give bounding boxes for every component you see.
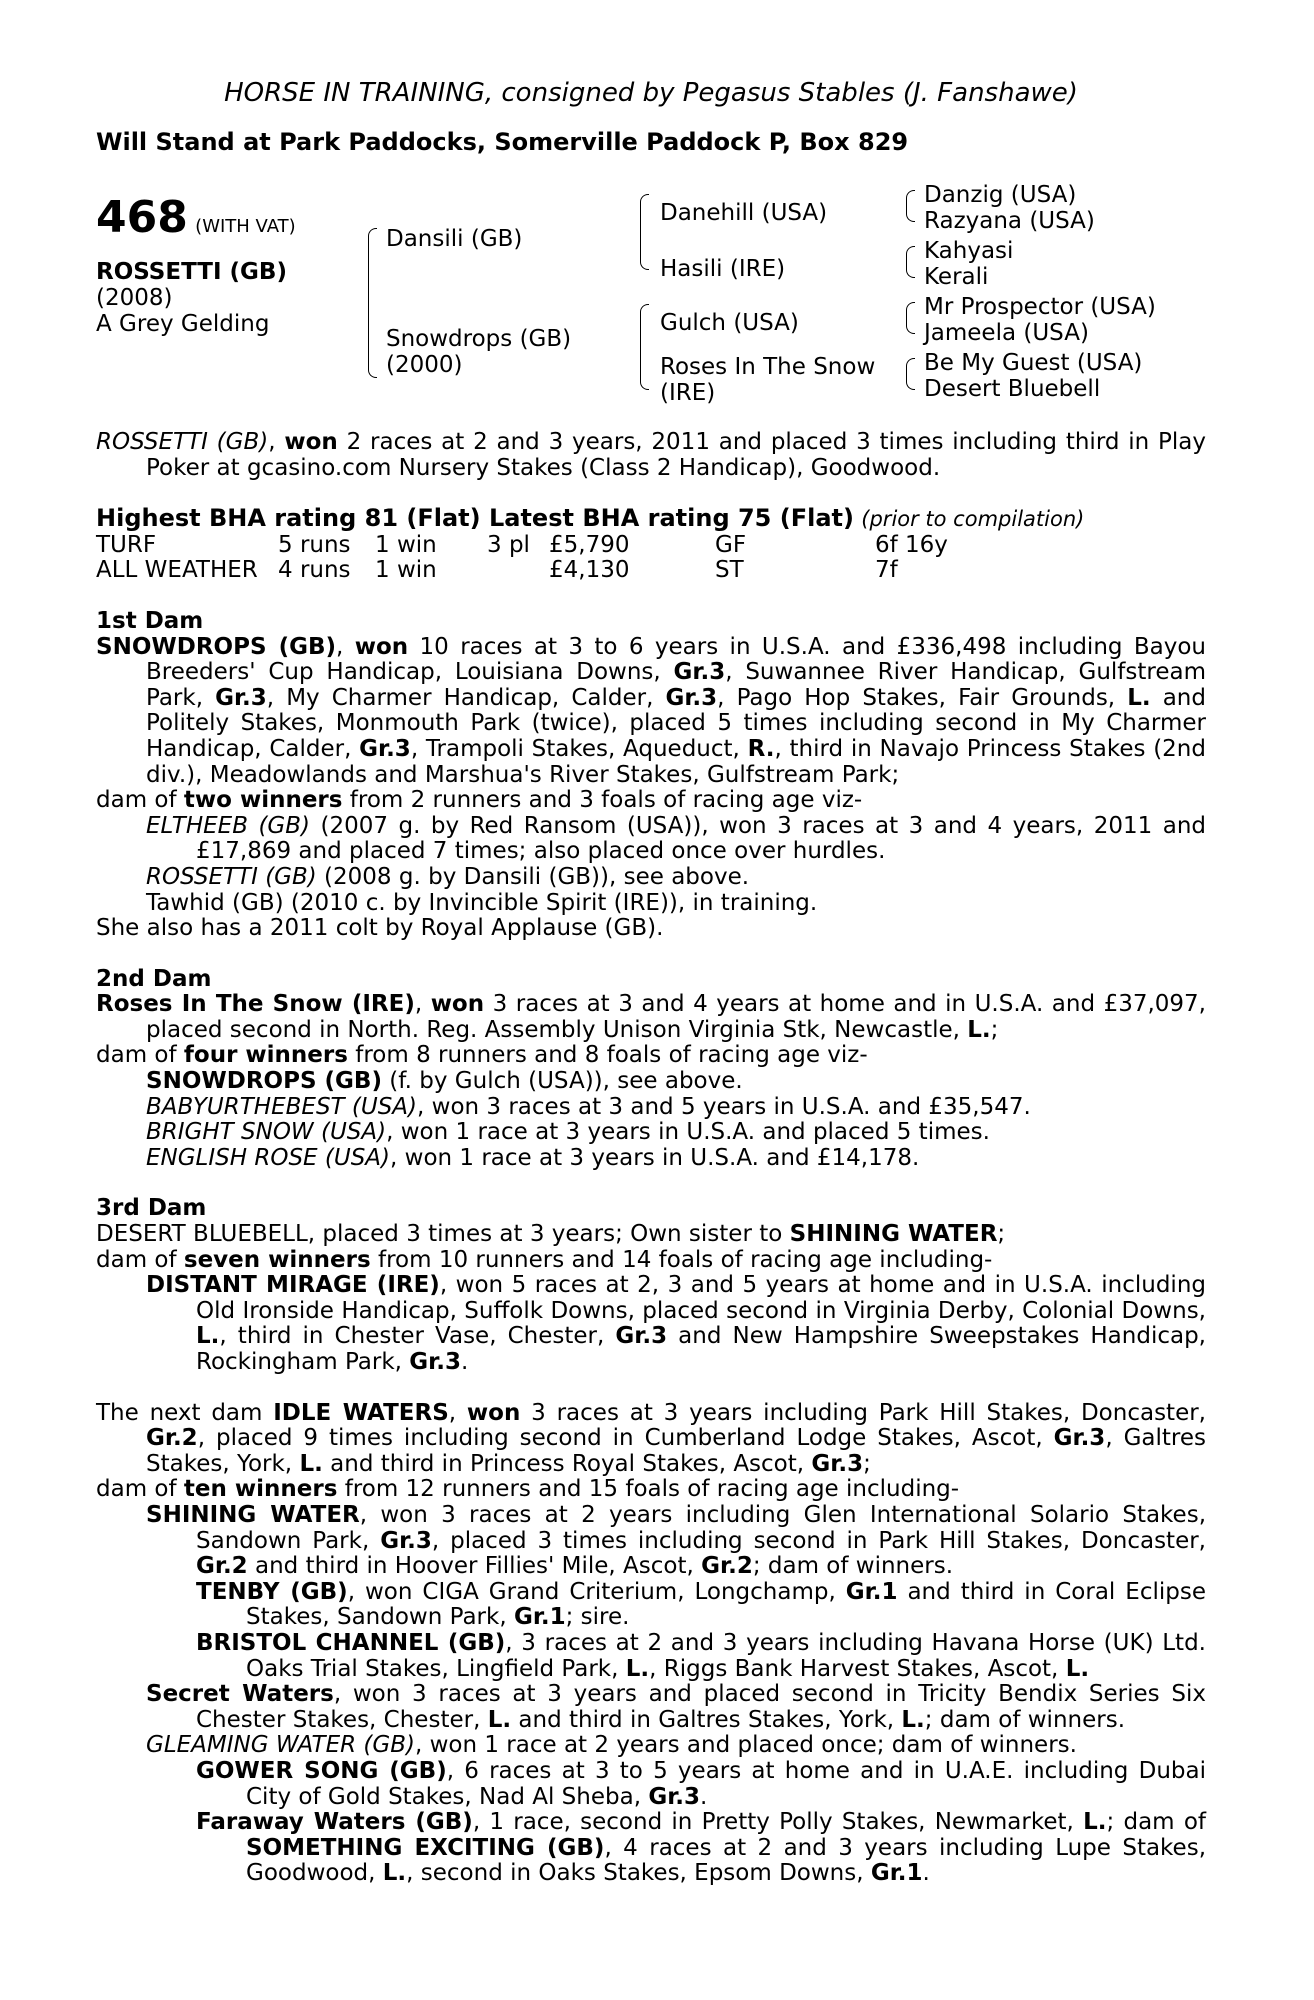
lot-number: 468 [96,192,188,243]
dam2-heading: 2nd Dam [96,965,212,992]
horse-year: (2008) [96,285,173,311]
ped-sire-dam: Hasili (IRE) [660,256,786,282]
pedigree-block [96,182,1206,412]
dam3-record: DESERT BLUEBELL, placed 3 times at 3 years; Own sister to SHINING WATER; [96,1221,1006,1248]
ped-ggp-5: Mr Prospector (USA) [924,294,1156,320]
dam1-produce-3: Tawhid (GB) (2010 c. by Invincible Spirit (IRE)), in training. [146,889,818,916]
nextdam-produce-faraway-waters: Faraway Waters (GB), 1 race, second in Pretty Polly Stakes, Newmarket, L.; dam of SOMETHING EXCITING (GB), 4 races at 2 and 3 years including Lupe Stakes, Goodwood, L., second in Oaks Stakes, Epsom Downs, Gr.1. [196,1809,1207,1887]
ped-ggp-7: Be My Guest (USA) [924,350,1143,376]
ped-ggp-6: Jameela (USA) [924,320,1089,346]
dam2-record: Roses In The Snow (IRE), won 3 races at 3 and 4 years at home and in U.S.A. and £37,097, placed second in North. Reg. Assembly Unison Virginia Stk, Newcastle, L.; [96,991,1206,1043]
nextdam-produce-secret-waters: Secret Waters, won 3 races at 3 years and placed second in Tricity Bendix Series Six Chester Stakes, Chester, L. and third in Galtres Stakes, York, L.; dam of winners. [146,1681,1206,1733]
brace-sire-dam [368,228,377,378]
ped-ggp-2: Razyana (USA) [924,208,1095,234]
ped-dam-sire: Gulch (USA) [660,310,799,336]
ped-sire: Dansili (GB) [386,226,523,252]
brace-ggp-1 [906,190,915,222]
vat-label: (WITH VAT) [195,216,296,237]
ped-dam-dam-country: (IRE) [660,380,716,406]
table-row: ALL WEATHER 4 runs 1 win £4,130 ST 7f [96,557,898,584]
dam1-heading: 1st Dam [96,607,204,634]
dam1-produce-2: ROSSETTI (GB) (2008 g. by Dansili (GB)), see above. [146,863,750,890]
brace-ggp-4 [906,358,915,390]
dam1-produce-1: ELTHEEB (GB) (2007 g. by Red Ransom (USA)), won 3 races at 3 and 4 years, 2011 and £17,869 and placed 7 times; also placed once over hurdles. [146,812,1206,865]
nextdam-produce-shining-water: SHINING WATER, won 3 races at 2 years including Glen International Solario Stakes, Sandown Park, Gr.3, placed 3 times including second in Park Hill Stakes, Doncaster, Gr.2 and third in Hoover Fillies' Mile, Ascot, Gr.2; dam of winners. [146,1501,1206,1580]
ped-dam-dam: Roses In The Snow [660,354,876,380]
dam3-produce-intro: dam of seven winners from 10 runners and 14 foals of racing age including- [96,1246,993,1273]
lot-number-line [96,192,296,243]
ped-sire-sire: Danehill (USA) [660,200,828,226]
nextdam-record: The next dam IDLE WATERS, won 3 races at 3 years including Park Hill Stakes, Doncaster, Gr.2, placed 9 times including second in Cumberland Lodge Stakes, Ascot, Gr.3, Galtres Stakes, York, L. and third in Princess Royal Stakes, Ascot, Gr.3; [96,1399,1207,1477]
ratings-table [96,533,948,584]
catalogue-page [96,78,1206,1887]
brace-dam-parents [640,304,649,390]
ped-dam-year: (2000) [386,352,463,378]
nextdam-produce-tenby: TENBY (GB), won CIGA Grand Criterium, Longchamp, Gr.1 and third in Coral Eclipse Stakes, Sandown Park, Gr.1; sire. [196,1578,1206,1631]
dam1-also: She also has a 2011 colt by Royal Applause (GB). [96,915,664,942]
brace-ggp-2 [906,246,915,278]
nextdam-produce-intro: dam of ten winners from 12 runners and 15 foals of racing age including- [96,1476,960,1503]
dam2-produce-intro: dam of four winners from 8 runners and 8 foals of racing age viz- [96,1042,868,1069]
brace-ggp-3 [906,302,915,334]
brace-sire-parents [640,194,649,270]
location-line: Will Stand at Park Paddocks, Somerville Paddock P, Box 829 [96,128,909,156]
race-summary: ROSSETTI (GB), won 2 races at 2 and 3 years, 2011 and placed 3 times including third in Play Poker at gcasino.com Nursery Stakes (Class 2 Handicap), Goodwood. [96,429,1207,481]
dam2-produce-1: SNOWDROPS (GB) (f. by Gulch (USA)), see above. [146,1068,743,1095]
ped-ggp-8: Desert Bluebell [924,376,1101,402]
table-row: TURF 5 runs 1 win 3 pl £5,790 GF 6f 16y [96,531,948,558]
dam1-record: SNOWDROPS (GB), won 10 races at 3 to 6 years in U.S.A. and £336,498 including Bayou Breeders' Cup Handicap, Louisiana Downs, Gr.3, Suwannee River Handicap, Gulfstream Park, Gr.3, My Charmer Handicap, Calder, Gr.3, Pago Hop Stakes, Fair Grounds, L. and Politely Stakes, Monmouth Park (twice), placed 5 times including second in My Charmer Handicap, Calder, Gr.3, Trampoli Stakes, Aqueduct, R., third in Navajo Princess Stakes (2nd div.), Meadowlands and Marshua's River Stakes, Gulfstream Park; [96,633,1207,788]
dam1-produce-intro: dam of two winners from 2 runners and 3 foals of racing age viz- [96,787,863,814]
dam3-produce-1: DISTANT MIRAGE (IRE), won 5 races at 2, 3 and 5 years at home and in U.S.A. including Old Ironside Handicap, Suffolk Downs, placed second in Virginia Derby, Colonial Downs, L., third in Chester Vase, Chester, Gr.3 and New Hampshire Sweepstakes Handicap, Rockingham Park, Gr.3. [146,1272,1206,1375]
horse-description: A Grey Gelding [96,311,270,337]
nextdam-produce-bristol-channel: BRISTOL CHANNEL (GB), 3 races at 2 and 3 years including Havana Horse (UK) Ltd. Oaks Trial Stakes, Lingfield Park, L., Riggs Bank Harvest Stakes, Ascot, L. [196,1629,1206,1682]
ped-dam: Snowdrops (GB) [386,326,572,352]
ratings-line: Highest BHA rating 81 (Flat) Latest BHA rating 75 (Flat) (prior to compilation) [96,504,1085,533]
nextdam-produce-gleaming-water: GLEAMING WATER (GB), won 1 race at 2 years and placed once; dam of winners. [146,1732,1077,1759]
nextdam-produce-gower-song: GOWER SONG (GB), 6 races at 3 to 5 years at home and in U.A.E. including Dubai City of Gold Stakes, Nad Al Sheba, Gr.3. [196,1757,1206,1810]
dam2-produce-3: BRIGHT SNOW (USA), won 1 race at 3 years in U.S.A. and placed 5 times. [146,1119,990,1146]
page-header: HORSE IN TRAINING, consigned by Pegasus Stables (J. Fanshawe) [224,78,1078,108]
horse-name: ROSSETTI (GB) [96,259,287,285]
ped-ggp-4: Kerali [924,264,989,290]
ped-ggp-3: Kahyasi [924,238,1014,264]
dam2-produce-4: ENGLISH ROSE (USA), won 1 race at 3 years in U.S.A. and £14,178. [146,1144,920,1171]
dam3-heading: 3rd Dam [96,1195,207,1222]
dam2-produce-2: BABYURTHEBEST (USA), won 3 races at 3 and 5 years in U.S.A. and £35,547. [146,1093,1031,1120]
ped-ggp-1: Danzig (USA) [924,182,1077,208]
